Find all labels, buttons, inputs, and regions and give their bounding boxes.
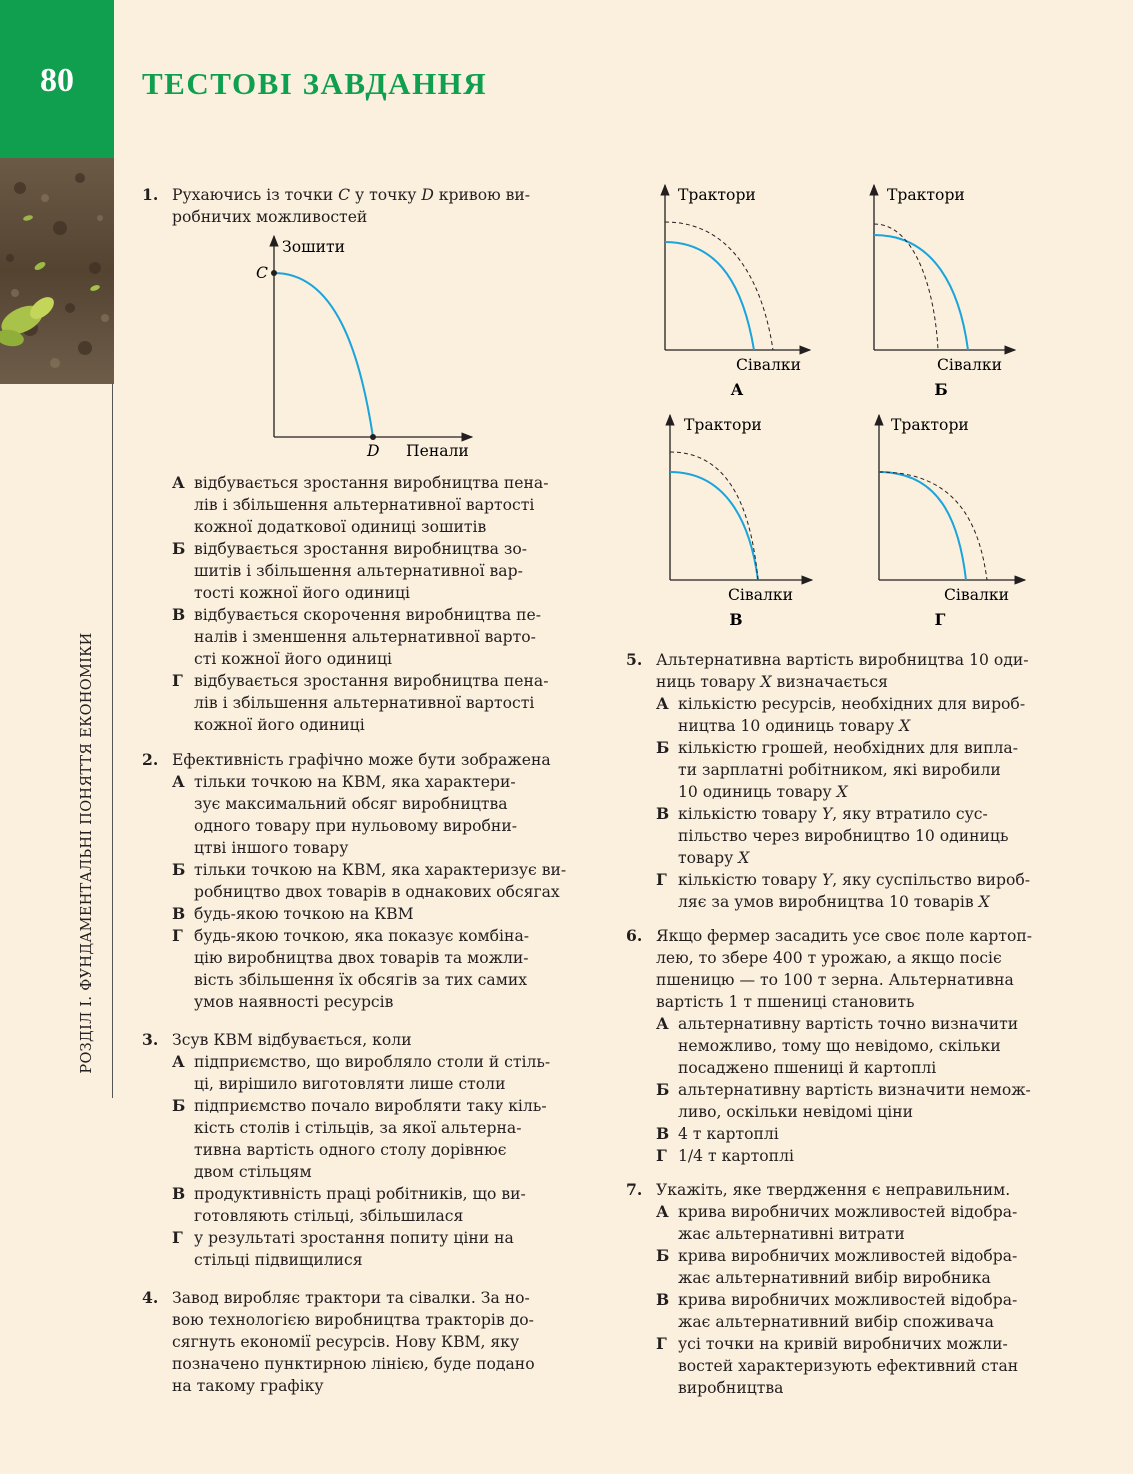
options: [172, 472, 582, 736]
option-line: шитів і збільшення альтернативної вар-: [194, 562, 523, 580]
original-ppf-curve: [670, 472, 758, 580]
x-axis-label: Пенали: [406, 442, 469, 460]
option-line: кількістю товару Y, яку втратило сус-: [678, 805, 988, 823]
option-line: кожної додаткової одиниці зошитів: [194, 518, 487, 536]
new-ppf-dashed-curve: [874, 224, 938, 350]
stem-line: Завод виробляє трактори та сівалки. За но-: [172, 1289, 530, 1307]
sidebar-divider: [112, 384, 113, 1098]
point-c-label: C: [256, 264, 268, 282]
option-line: кількістю товару Y, яку суспільство вироб-: [678, 871, 1030, 889]
option-line: ці, вирішило виготовляти лише столи: [194, 1075, 506, 1093]
x-axis-label: Сівалки: [736, 356, 802, 374]
stem-line: позначено пунктирною лінією, буде подано: [172, 1355, 535, 1373]
original-ppf-curve: [665, 242, 754, 350]
option-letter: Б: [172, 1096, 186, 1115]
stem-line: вартість 1 т пшениці становить: [656, 993, 915, 1011]
option-v[interactable]: [656, 803, 1076, 869]
option-g[interactable]: [656, 1145, 1076, 1167]
option-line: альтернативну вартість точно визначити: [678, 1015, 1019, 1033]
section-title-vertical: РОЗДІЛ I. ФУНДАМЕНТАЛЬНІ ПОНЯТТЯ ЕКОНОМІКИ: [79, 632, 95, 1074]
option-line: крива виробничих можливостей відобра-: [678, 1247, 1018, 1265]
option-letter: Г: [172, 1228, 183, 1247]
option-line: жає альтернативний вибір споживача: [678, 1313, 994, 1331]
option-letter: А: [656, 1202, 669, 1221]
option-line: цію виробництва двох товарів та можли-: [194, 949, 529, 967]
original-ppf-curve: [874, 235, 968, 350]
new-ppf-dashed-curve: [879, 472, 987, 580]
ppf-curve: [274, 273, 373, 437]
point-d-label: D: [367, 442, 380, 460]
question-number: 2.: [142, 750, 159, 769]
stem-line: вою технологією виробництва тракторів до-: [172, 1311, 534, 1329]
question-5: [626, 649, 1076, 913]
option-line: тільки точкою на КВМ, яка характери-: [194, 773, 516, 791]
seedling-photo: [0, 158, 114, 384]
option-a[interactable]: [656, 1013, 1076, 1079]
stem-line: на такому графіку: [172, 1377, 324, 1395]
question-number: 6.: [626, 926, 643, 945]
x-axis-label: Сівалки: [728, 586, 794, 604]
question-7: [626, 1179, 1076, 1399]
option-line: лів і збільшення альтернативної вартості: [194, 496, 535, 514]
question-stem: [656, 649, 1076, 693]
point-d: [370, 434, 376, 440]
option-line: кість столів і стільців, за якої альтерна-: [194, 1119, 522, 1137]
option-line: одного товару при нульовому виробни-: [194, 817, 517, 835]
question-6: [626, 925, 1076, 1167]
option-line: 10 одиниць товару X: [678, 783, 848, 801]
option-line: 1/4 т картоплі: [678, 1147, 794, 1165]
option-line: кожної його одиниці: [194, 716, 365, 734]
option-line: підприємство почало виробляти таку кіль-: [194, 1097, 547, 1115]
option-g[interactable]: [656, 1333, 1076, 1399]
option-letter: Г: [172, 671, 183, 690]
question-2: [142, 749, 582, 1013]
stem-line: Рухаючись із точки C у точку D кривою ви-: [172, 186, 531, 204]
option-letter: А: [172, 1052, 185, 1071]
question-number: 1.: [142, 185, 159, 204]
stem-line: робничих можливостей: [172, 208, 368, 226]
option-b[interactable]: [172, 859, 582, 903]
stem-line: ниць товару X визначається: [656, 673, 888, 691]
options: [656, 1201, 1076, 1399]
option-line: у результаті зростання попиту ціни на: [194, 1229, 514, 1247]
option-v[interactable]: [172, 1183, 582, 1227]
graph-letter: В: [729, 610, 743, 629]
option-line: крива виробничих можливостей відобра-: [678, 1291, 1018, 1309]
option-b[interactable]: [172, 538, 582, 604]
option-letter: Б: [172, 539, 186, 558]
option-line: ляє за умов виробництва 10 товарів X: [678, 893, 990, 911]
option-line: відбувається скорочення виробництва пе-: [194, 606, 542, 624]
option-line: кількістю грошей, необхідних для випла-: [678, 739, 1018, 757]
question-number: 5.: [626, 650, 643, 669]
option-line: відбувається зростання виробництва пена-: [194, 474, 549, 492]
option-line: востей характеризують ефективний стан: [678, 1357, 1019, 1375]
stem-line: пшеницю — то 100 т зерна. Альтернативна: [656, 971, 1014, 989]
question-stem: Укажіть, яке твердження є неправильним.: [656, 1181, 1011, 1199]
graph-letter: А: [730, 380, 744, 399]
point-c: [271, 270, 277, 276]
option-a[interactable]: [656, 693, 1076, 737]
option-line: товару X: [678, 849, 750, 867]
option-line: налів і зменшення альтернативної варто-: [194, 628, 536, 646]
option-line: двом стільцям: [194, 1163, 312, 1181]
option-line: продуктивність праці робітників, що ви-: [194, 1185, 526, 1203]
option-a[interactable]: [172, 472, 582, 538]
stem-line: Альтернативна вартість виробництва 10 оди-: [656, 651, 1029, 669]
new-ppf-dashed-curve: [670, 452, 758, 580]
option-line: жає альтернативний вибір виробника: [678, 1269, 991, 1287]
option-letter: Г: [656, 1146, 667, 1165]
option-line: будь-якою точкою на КВМ: [194, 905, 414, 923]
ppf-graph-a: [646, 180, 826, 402]
option-line: стільці підвищилися: [194, 1251, 363, 1269]
option-letter: В: [172, 904, 186, 923]
option-line: тільки точкою на КВМ, яка характеризує ви-: [194, 861, 567, 879]
y-axis-label: Трактори: [678, 186, 756, 204]
option-b[interactable]: [656, 1079, 1076, 1123]
option-g[interactable]: [172, 670, 582, 736]
option-letter: В: [172, 605, 186, 624]
graph-letter: Г: [934, 610, 946, 629]
option-a[interactable]: [172, 771, 582, 859]
option-line: підприємство, що виробляло столи й стіль-: [194, 1053, 551, 1071]
option-v[interactable]: [656, 1123, 1076, 1145]
stem-line: сягнуть економії ресурсів. Нову КВМ, яку: [172, 1333, 520, 1351]
ppf-graph-v: [650, 410, 830, 632]
question-1: [142, 184, 582, 228]
stem-line: лею, то збере 400 т урожаю, а якщо посіє: [656, 949, 1002, 967]
option-b[interactable]: [656, 737, 1076, 803]
option-g[interactable]: [172, 1227, 582, 1271]
option-letter: В: [172, 1184, 186, 1203]
option-line: лів і збільшення альтернативної вартості: [194, 694, 535, 712]
option-line: крива виробничих можливостей відобра-: [678, 1203, 1018, 1221]
sidebar: [0, 0, 114, 1474]
option-letter: А: [172, 772, 185, 791]
question-stem: [656, 925, 1076, 1013]
option-letter: Б: [656, 738, 670, 757]
option-a[interactable]: [656, 1201, 1076, 1245]
option-line: 4 т картоплі: [678, 1125, 779, 1143]
option-line: ти зарплатні робітником, які виробили: [678, 761, 1001, 779]
option-line: пільство через виробництво 10 одиниць: [678, 827, 1009, 845]
y-axis-label: Трактори: [887, 186, 965, 204]
option-line: зує максимальний обсяг виробництва: [194, 795, 508, 813]
question-number: 3.: [142, 1030, 159, 1049]
question-stem: [172, 184, 582, 228]
ppf-graph-g: [859, 410, 1039, 632]
y-axis-label: Трактори: [891, 416, 969, 434]
option-line: жає альтернативні витрати: [678, 1225, 905, 1243]
x-axis-label: Сівалки: [937, 356, 1003, 374]
page-number-box: [0, 0, 114, 158]
option-line: альтернативну вартість визначити немож-: [678, 1081, 1031, 1099]
option-b[interactable]: [656, 1245, 1076, 1289]
option-letter: Г: [656, 1334, 667, 1353]
options: [656, 693, 1076, 913]
option-v[interactable]: [172, 903, 582, 925]
original-ppf-curve: [879, 472, 966, 580]
option-letter: В: [656, 1290, 670, 1309]
option-letter: Б: [656, 1246, 670, 1265]
option-line: будь-якою точкою, яка показує комбіна-: [194, 927, 530, 945]
option-v[interactable]: [172, 604, 582, 670]
option-line: відбувається зростання виробництва зо-: [194, 540, 528, 558]
option-line: неможливо, тому що невідомо, скільки: [678, 1037, 1001, 1055]
option-letter: Б: [172, 860, 186, 879]
option-letter: Б: [656, 1080, 670, 1099]
option-a[interactable]: [172, 1051, 582, 1095]
graph-letter: Б: [934, 380, 948, 399]
page-title: ТЕСТОВІ ЗАВДАННЯ: [142, 66, 488, 101]
option-letter: В: [656, 1124, 670, 1143]
page-number: 80: [40, 62, 74, 99]
option-g[interactable]: [656, 869, 1076, 913]
option-line: виробництва: [678, 1379, 784, 1397]
option-line: робництво двох товарів в однакових обсягах: [194, 883, 560, 901]
question-stem: [172, 1287, 582, 1397]
y-axis-label: Зошити: [282, 238, 346, 256]
option-g[interactable]: [172, 925, 582, 1013]
option-line: відбувається зростання виробництва пена-: [194, 672, 549, 690]
option-letter: Г: [656, 870, 667, 889]
option-line: посаджено пшениці й картоплі: [678, 1059, 937, 1077]
option-line: ливо, оскільки невідомі ціни: [678, 1103, 913, 1121]
question-1-options: [142, 472, 582, 736]
options: [172, 771, 582, 1013]
option-b[interactable]: [172, 1095, 582, 1183]
option-line: ництва 10 одиниць товару X: [678, 717, 911, 735]
question-4: [142, 1287, 582, 1397]
option-line: сті кожної його одиниці: [194, 650, 392, 668]
option-letter: А: [656, 1014, 669, 1033]
option-letter: А: [656, 694, 669, 713]
option-line: усі точки на кривій виробничих можли-: [678, 1335, 1008, 1353]
option-line: цтві іншого товару: [194, 839, 349, 857]
y-axis-label: Трактори: [684, 416, 762, 434]
option-line: готовляють стільці, збільшилася: [194, 1207, 464, 1225]
stem-line: Якщо фермер засадить усе своє поле картоп-: [656, 927, 1033, 945]
option-v[interactable]: [656, 1289, 1076, 1333]
question-3: [142, 1029, 582, 1271]
x-axis-label: Сівалки: [944, 586, 1010, 604]
question-stem: Зсув КВМ відбувається, коли: [172, 1031, 412, 1049]
option-line: вість збільшення їх обсягів за тих самих: [194, 971, 528, 989]
ppf-graph-b: [855, 180, 1035, 402]
option-letter: А: [172, 473, 185, 492]
new-ppf-dashed-curve: [665, 222, 773, 350]
question-number: 7.: [626, 1180, 643, 1199]
option-line: тості кожної його одиниці: [194, 584, 411, 602]
option-letter: В: [656, 804, 670, 823]
option-letter: Г: [172, 926, 183, 945]
options: [172, 1051, 582, 1271]
question-number: 4.: [142, 1288, 159, 1307]
option-line: умов наявності ресурсів: [194, 993, 394, 1011]
option-line: кількістю ресурсів, необхідних для вироб-: [678, 695, 1026, 713]
ppf-graph-q1: [240, 232, 490, 464]
option-line: тивна вартість одного столу дорівнює: [194, 1141, 507, 1159]
options: [656, 1013, 1076, 1167]
question-stem: Ефективність графічно може бути зображена: [172, 751, 551, 769]
